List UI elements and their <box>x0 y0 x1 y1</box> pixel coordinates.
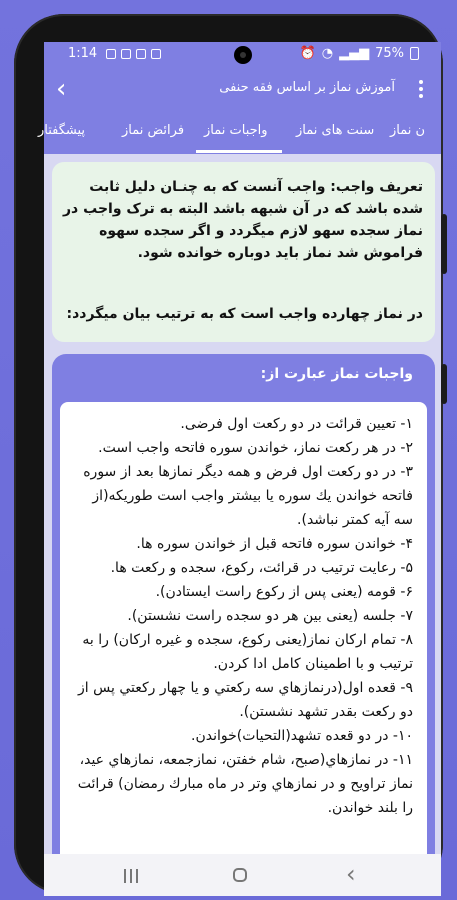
screen <box>38 42 441 896</box>
app-title: آموزش نماز بر اساس فقه حنفی <box>219 80 395 95</box>
system-nav-bar <box>44 854 441 896</box>
alarm-icon: ⏰ <box>299 46 316 61</box>
tab-arkan[interactable]: ن نماز <box>390 123 426 138</box>
notification-icons <box>106 49 161 59</box>
wifi-icon: ◔ <box>321 46 334 61</box>
wajibat-card <box>52 354 435 874</box>
message-icon <box>136 49 146 59</box>
back-arrow-icon[interactable]: ‹ <box>56 74 67 104</box>
list-item: ۲- در هر رکعت نماز، خواندن سوره فاتحه واجب است. <box>98 440 413 456</box>
list-body <box>60 402 427 882</box>
tab-faraiz[interactable]: فرائض نماز <box>122 123 185 138</box>
list-item: ۱- تعیین قرائت در دو رکعت اول فرضی. <box>180 416 413 432</box>
active-tab-indicator <box>196 150 282 153</box>
definition-card <box>52 162 435 342</box>
list-item: ۸- تمام ارکان نماز(یعنی رکوع، سجده و غیره ارکان) را به ترتیب و با اطمینان کامل ادا کردن. <box>82 632 413 672</box>
status-icons-right <box>300 46 419 61</box>
battery-icon <box>410 47 419 60</box>
tab-preface[interactable]: پیشگفتار <box>38 123 86 138</box>
status-time: 1:14 <box>68 46 98 61</box>
app-bar <box>44 68 441 114</box>
battery-level: 75% <box>375 46 404 61</box>
more-options-icon[interactable] <box>419 80 423 98</box>
image-icon <box>121 49 131 59</box>
checkbox-icon <box>151 49 161 59</box>
front-camera <box>234 46 252 64</box>
list-item: ۴- خواندن سوره فاتحه قبل از خواندن سوره ها. <box>136 536 413 552</box>
recents-icon[interactable] <box>124 869 138 883</box>
tab-sunnat[interactable]: سنت های نماز <box>296 123 375 138</box>
power-button <box>441 364 447 404</box>
phone-frame <box>14 14 443 894</box>
notification-icon <box>106 49 116 59</box>
definition-text: تعریف واجب: واجب آنست که به چنـان دلیل ثابت شده باشد که در آن شبهه باشد البته به ترک واجب در نماز سجده سهو لازم میگردد و اگر سجده سهوه فراموش شد نماز باید دوباره خوانده شود. <box>63 179 423 261</box>
home-icon[interactable] <box>233 868 247 882</box>
signal-icon: ▂▄▆ <box>339 46 370 61</box>
tab-wajibat[interactable]: واجبات نماز <box>204 123 268 138</box>
status-bar <box>44 42 441 68</box>
list-item: ۱۱- در نمازهاي(صبح، شام خفتن، نمازجمعه، نمازهاي عيد، نماز تراويح و در نمازهاي وتر در ماه مبارك رمضان) قرائت را بلند خواندن. <box>77 752 413 816</box>
list-title: واجبات نماز عبارت از: <box>260 366 413 382</box>
list-item: ۱۰- در دو قعده تشهد(التحيات)خواندن. <box>191 728 413 744</box>
list-item: ۵- رعایت ترتیب در قرائت، رکوع، سجده و رکعت ها. <box>110 560 413 576</box>
list-item: ۶- قومه (یعنی پس از رکوع راست ایستادن). <box>155 584 413 600</box>
definition-summary: در نماز چهارده واجب است که به ترتیب بیان میگردد: <box>66 306 423 322</box>
volume-button <box>441 214 447 274</box>
tab-bar <box>38 114 441 154</box>
list-item: ۷- جلسه (یعنی بین هر دو سجده راست نشستن). <box>127 608 413 624</box>
list-item: ۳- در دو رکعت اول فرض و همه دیگر نمازها بعد از سوره فاتحه خواندن یك سوره یا بیشتر واجب است طوریکه(از سه آیه کمتر نباشد). <box>83 464 413 528</box>
nav-back-icon[interactable]: ‹ <box>346 860 356 888</box>
content-area[interactable] <box>44 154 441 854</box>
list-item: ۹- قعده اول(درنمازهاي سه رکعتي و يا چهار رکعتي پس از دو رکعت بقدر تشهد نشستن). <box>78 680 413 720</box>
